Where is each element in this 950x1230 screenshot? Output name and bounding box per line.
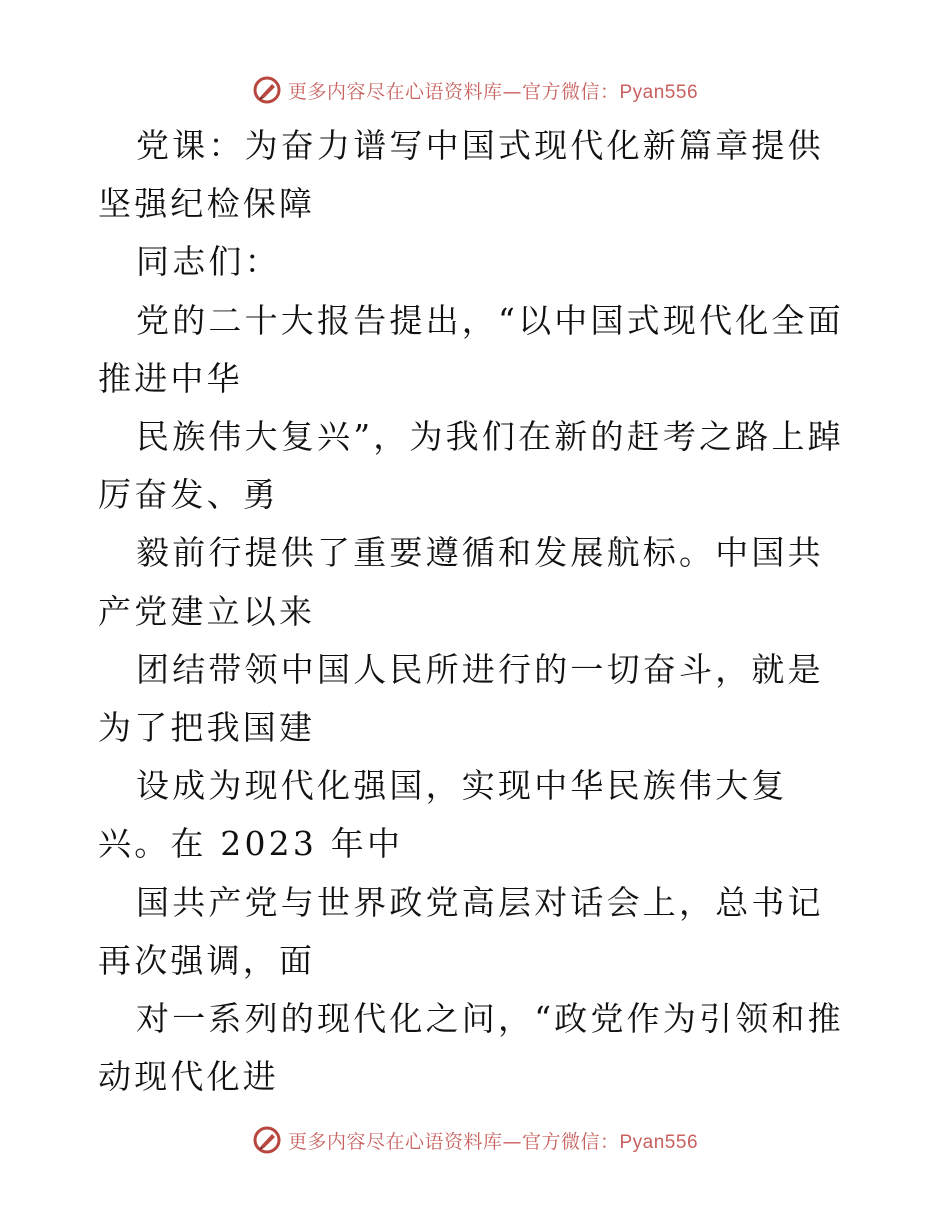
body-line: 毅前行提供了重要遵循和发展航标。中国共产党建立以来: [98, 533, 824, 631]
body-line: 团结带领中国人民所进行的一切奋斗，就是为了把我国建: [98, 649, 824, 748]
document-body: [98, 117, 858, 1106]
body-line: 国共产党与世界政党高层对话会上，总书记再次强调，面: [98, 882, 824, 980]
salutation: 同志们：: [136, 242, 281, 282]
watermark-text: 更多内容尽在心语资料库—官方微信：Pyan556: [287, 1130, 699, 1153]
header-watermark: [0, 70, 950, 110]
pen-logo-icon: [252, 1125, 282, 1155]
body-line: 党的二十大报告提出，“以中国式现代化全面推进中华: [98, 300, 844, 398]
body-line: 对一系列的现代化之问，“政党作为引领和推动现代化进: [98, 999, 844, 1097]
document-title: 党课：为奋力谱写中国式现代化新篇章提供坚强纪检保障: [98, 126, 824, 224]
watermark-text: 更多内容尽在心语资料库—官方微信：Pyan556: [287, 80, 699, 103]
footer-watermark: [0, 1120, 950, 1160]
body-line: 民族伟大复兴”，为我们在新的赶考之路上踔厉奋发、勇: [98, 417, 844, 515]
pen-logo-icon: [252, 75, 282, 105]
body-line: 设成为现代化强国，实现中华民族伟大复兴。在 2023 年中: [98, 766, 788, 864]
